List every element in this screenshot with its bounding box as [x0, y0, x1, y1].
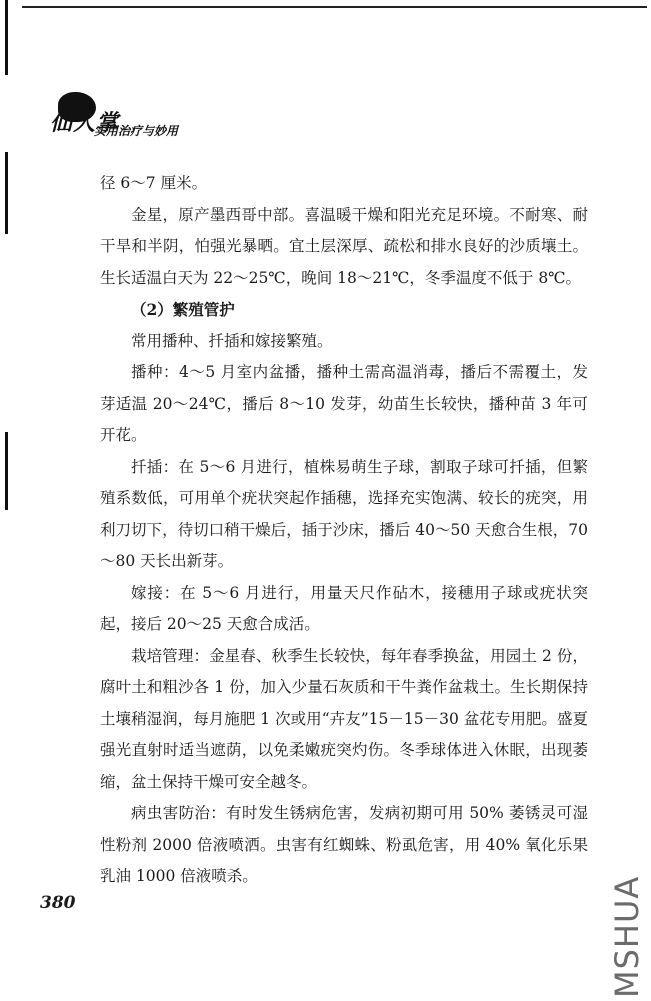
- paragraph-grafting: 嫁接：在 5～6 月进行，用量天尺作砧木，接穗用子球或疣状突起，接后 20～25 天愈合成活。: [100, 583, 588, 633]
- paragraph-sowing: 播种：4～5 月室内盆播，播种土需高温消毒，播后不需覆土，发芽适温 20～24℃，播后 8～10 发芽，幼苗生长较快，播种苗 3 年可开花。: [100, 363, 588, 444]
- section-heading: （2）繁殖管护: [131, 300, 235, 319]
- watermark: [590, 875, 650, 1000]
- paragraph-propagation-methods: 常用播种、扦插和嫁接繁殖。: [131, 331, 333, 350]
- margin-mark: [5, 0, 8, 75]
- top-rule: [22, 6, 647, 8]
- paragraph-pest-control: 病虫害防治：有时发生锈病危害，发病初期可用 50% 萎锈灵可湿性粉剂 2000 倍液喷洒。虫害有红蜘蛛、粉虱危害，用 40% 氧化乐果乳油 1000 倍液喷杀。: [100, 804, 588, 885]
- paragraph-cultivation: 栽培管理：金星春、秋季生长较快，每年春季换盆，用园土 2 份，腐叶土和粗沙各 1 份，加入少量石灰质和干牛粪作盆栽土。生长期保持土壤稍湿润，每月施肥 1 次或用“卉友”15－15－30 盆花专用肥。盛夏强光直射时适当遮荫，以免柔嫩疣突灼伤。冬季球体进入休眠，出现萎缩，盆土保持干燥可安全越冬。: [100, 646, 588, 791]
- page-body: [100, 168, 588, 893]
- paragraph-cuttings: 扦插：在 5～6 月进行，植株易萌生子球，割取子球可扦插，但繁殖系数低，可用单个疣状突起作插穗，选择充实饱满、较长的疣突，用利刀切下，待切口稍干燥后，插于沙床，播后 40～50 天愈合生根，70～80 天长出新芽。: [100, 457, 588, 570]
- paragraph-continuation: 径 6～7 厘米。: [100, 174, 208, 192]
- book-logo: [50, 88, 210, 150]
- paragraph-description: 金星，原产墨西哥中部。喜温暖干燥和阳光充足环境。不耐寒、耐干旱和半阴，怕强光暴晒。宜土层深厚、疏松和排水良好的沙质壤土。生长适温白天为 22～25℃，晚间 18～21℃，冬季温度不低于 8℃。: [100, 205, 588, 287]
- page-number: 380: [40, 893, 76, 913]
- watermark-text: MSHUA: [608, 875, 646, 998]
- book-subtitle: 实用治疗与妙用: [94, 124, 179, 138]
- book-title: 仙人掌: [50, 110, 120, 136]
- margin-mark: [5, 152, 8, 234]
- margin-mark: [5, 432, 8, 510]
